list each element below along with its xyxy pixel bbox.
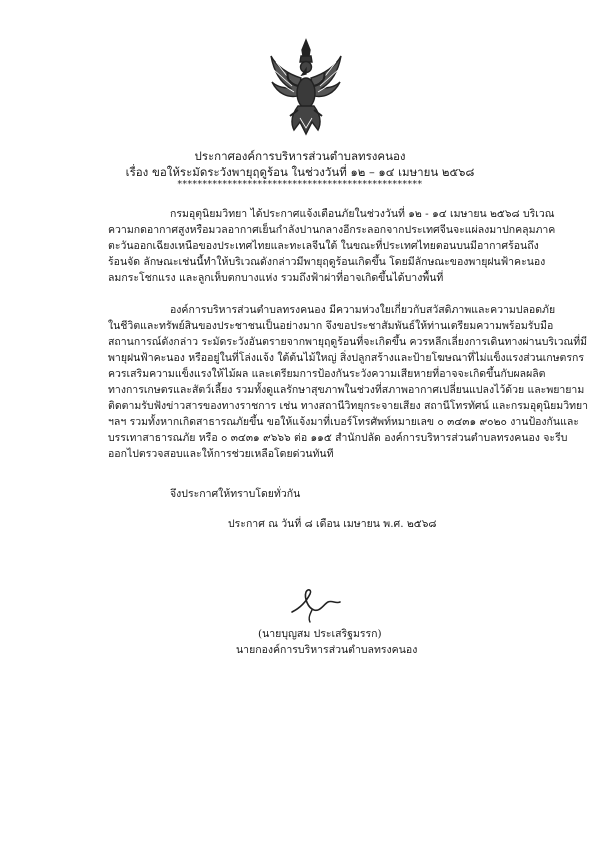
paragraph-1-line: ความกดอากาศสูงหรือมวลอากาศเย็นกำลังปานกลางอีกระลอกจากประเทศจีนจะแผ่ลงมาปกคลุมภาค bbox=[108, 224, 556, 236]
handwritten-signature bbox=[288, 584, 344, 624]
garuda-emblem-icon bbox=[268, 38, 344, 138]
paragraph-1-line: ร้อนจัด ลักษณะเช่นนี้ทำให้บริเวณดังกล่าวมีพายุฤดูร้อนเกิดขึ้น โดยมีลักษณะของพายุฝนฟ้าคะนอง bbox=[108, 256, 546, 268]
paragraph-2-line: ออกไปตรวจสอบและให้การช่วยเหลือโดยด่วนทันที bbox=[108, 448, 334, 460]
closing-line: จึงประกาศให้ทราบโดยทั่วกัน bbox=[170, 488, 301, 500]
signatory-name: (นายบุญสม ประเสริฐมรรก) bbox=[258, 628, 382, 640]
date-line: ประกาศ ณ วันที่ ๘ เดือน เมษายน พ.ศ. ๒๕๖๘ bbox=[228, 518, 437, 530]
signatory-position: นายกองค์การบริหารส่วนตำบลทรงคนอง bbox=[236, 644, 418, 656]
paragraph-1-line: กรมอุตุนิยมวิทยา ได้ประกาศแจ้งเตือนภัยในช่วงวันที่ ๑๒ - ๑๔ เมษายน ๒๕๖๘ บริเวณ bbox=[170, 208, 555, 220]
paragraph-2-line: องค์การบริหารส่วนตำบลทรงคนอง มีความห่วงใยเกี่ยวกับสวัสดิภาพและความปลอดภัย bbox=[170, 304, 556, 316]
paragraph-2-line: พายุฝนฟ้าคะนอง หรืออยู่ในที่โล่งแจ้ง ใต้ต้นไม้ใหญ่ สิ่งปลูกสร้างและป้ายโฆษณาที่ไม่แข็งแรงส่วนเกษตรกร bbox=[108, 352, 585, 364]
paragraph-2-line: สถานการณ์ดังกล่าว ระมัดระวังอันตรายจากพายุฤดูร้อนที่จะเกิดขึ้น ควรหลีกเลี่ยงการเดินทางผ่านบริเวณที่มี bbox=[108, 336, 588, 348]
paragraph-2-line: ติดตามรับฟังข่าวสารของทางราชการ เช่น ทางสถานีวิทยุกระจายเสียง สถานีโทรทัศน์ และกรมอุตุนิยมวิทยา bbox=[108, 400, 589, 412]
announcement-subject: เรื่อง ขอให้ระมัดระวังพายุฤดูร้อน ในช่วงวันที่ ๑๒ – ๑๔ เมษายน ๒๕๖๘ bbox=[125, 165, 475, 179]
paragraph-2-line: ในชีวิตและทรัพย์สินของประชาชนเป็นอย่างมาก จึงขอประชาสัมพันธ์ให้ท่านเตรียมความพร้อมรับมือ bbox=[108, 320, 554, 332]
star-divider: ************************************************* bbox=[177, 180, 423, 190]
paragraph-2-line: ทางการเกษตรและสัตว์เลี้ยง รวมทั้งดูแลรักษาสุขภาพในช่วงที่สภาพอากาศเปลี่ยนแปลงไว้ด้วย และพยายาม bbox=[108, 384, 585, 396]
paragraph-2-line: ควรเสริมความแข็งแรงให้ไม้ผล และเตรียมการป้องกันระวังความเสียหายที่อาจจะเกิดขึ้นกับผลผลิต bbox=[108, 368, 546, 380]
announcement-title: ประกาศองค์การบริหารส่วนตำบลทรงคนอง bbox=[194, 149, 406, 163]
paragraph-2-line: ฯลฯ รวมทั้งหากเกิดสาธารณภัยขึ้น ขอให้แจ้งมาที่เบอร์โทรศัพท์หมายเลข ๐ ๓๔๓๑ ๙๐๒๐ งานป้องกันและ bbox=[108, 416, 579, 428]
paragraph-2-line: บรรเทาสาธารณภัย หรือ ๐ ๓๔๓๑ ๙๖๖๖ ต่อ ๑๑๕ สำนักปลัด องค์การบริหารส่วนตำบลทรงคนอง จะรีบ bbox=[108, 432, 568, 444]
paragraph-1-line: ลมกระโชกแรง และลูกเห็บตกบางแห่ง รวมถึงฟ้าผ่าที่อาจเกิดขึ้นได้บางพื้นที่ bbox=[108, 272, 444, 284]
paragraph-1-line: ตะวันออกเฉียงเหนือของประเทศไทยและทะเลจีนใต้ ในขณะที่ประเทศไทยตอนบนมีอากาศร้อนถึง bbox=[108, 240, 539, 252]
